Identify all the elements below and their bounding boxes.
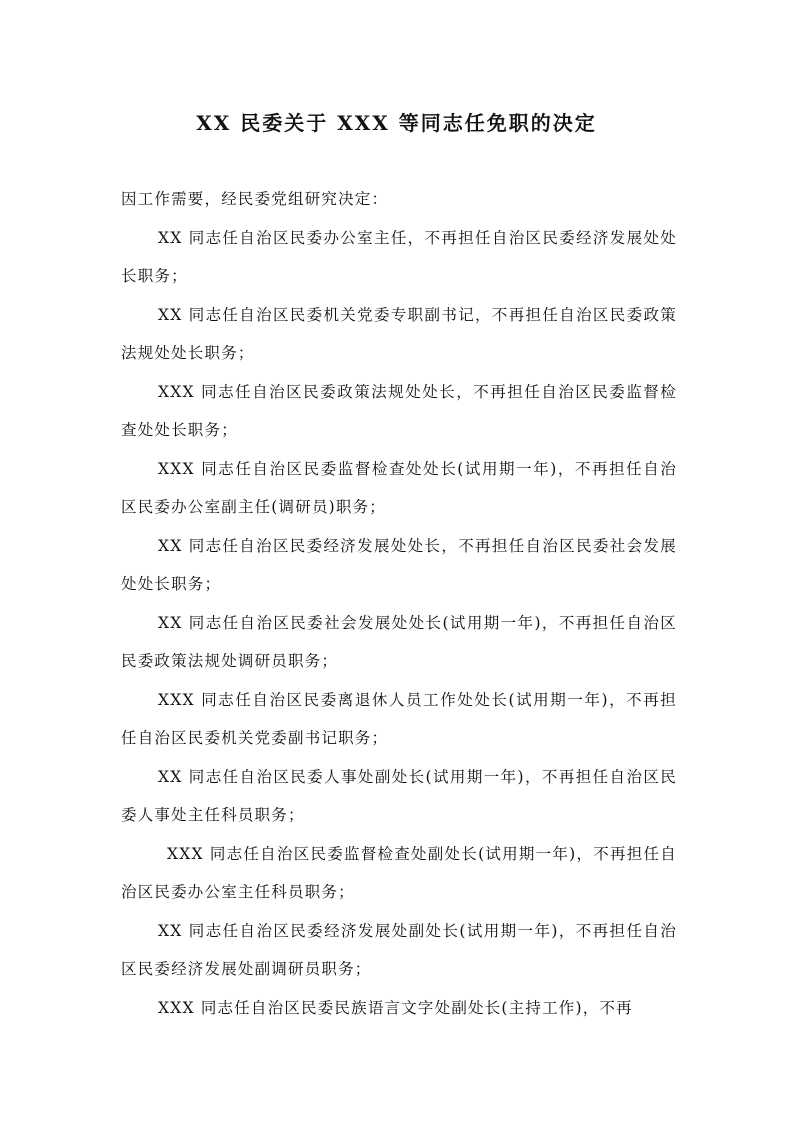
appointment-paragraph: XX 同志任自治区民委经济发展处副处长(试用期一年)，不再担任自治区民委经济发展处副调研员职务； <box>121 921 677 978</box>
appointment-paragraph: XXX 同志任自治区民委民族语言文字处副处长(主持工作)，不再 <box>158 998 633 1017</box>
intro-paragraph: 因工作需要，经民委党组研究决定： <box>121 190 389 208</box>
appointment-paragraph: XX 同志任自治区民委机关党委专职副书记，不再担任自治区民委政策法规处处长职务； <box>121 305 677 362</box>
appointment-paragraph: XXX 同志任自治区民委离退休人员工作处处长(试用期一年)，不再担任自治区民委机关党委副书记职务； <box>121 690 677 747</box>
appointment-paragraph: XXX 同志任自治区民委政策法规处处长，不再担任自治区民委监督检查处处长职务； <box>121 382 677 439</box>
appointment-paragraph: XX 同志任自治区民委人事处副处长(试用期一年)，不再担任自治区民委人事处主任科员职务； <box>121 767 677 824</box>
appointment-paragraph: XXX 同志任自治区民委监督检查处副处长(试用期一年)，不再担任自治区民委办公室主任科员职务； <box>121 844 677 901</box>
appointment-paragraph: XX 同志任自治区民委社会发展处处长(试用期一年)，不再担任自治区民委政策法规处调研员职务； <box>121 613 677 670</box>
appointment-paragraph: XX 同志任自治区民委办公室主任，不再担任自治区民委经济发展处处长职务； <box>121 228 677 285</box>
document-title: XX 民委关于 XXX 等同志任免职的决定 <box>196 111 597 135</box>
appointment-paragraph: XX 同志任自治区民委经济发展处处长，不再担任自治区民委社会发展处处长职务； <box>121 536 677 593</box>
appointment-paragraph: XXX 同志任自治区民委监督检查处处长(试用期一年)，不再担任自治区民委办公室副主任(调研员)职务； <box>121 459 677 516</box>
document-body <box>121 180 677 1027</box>
